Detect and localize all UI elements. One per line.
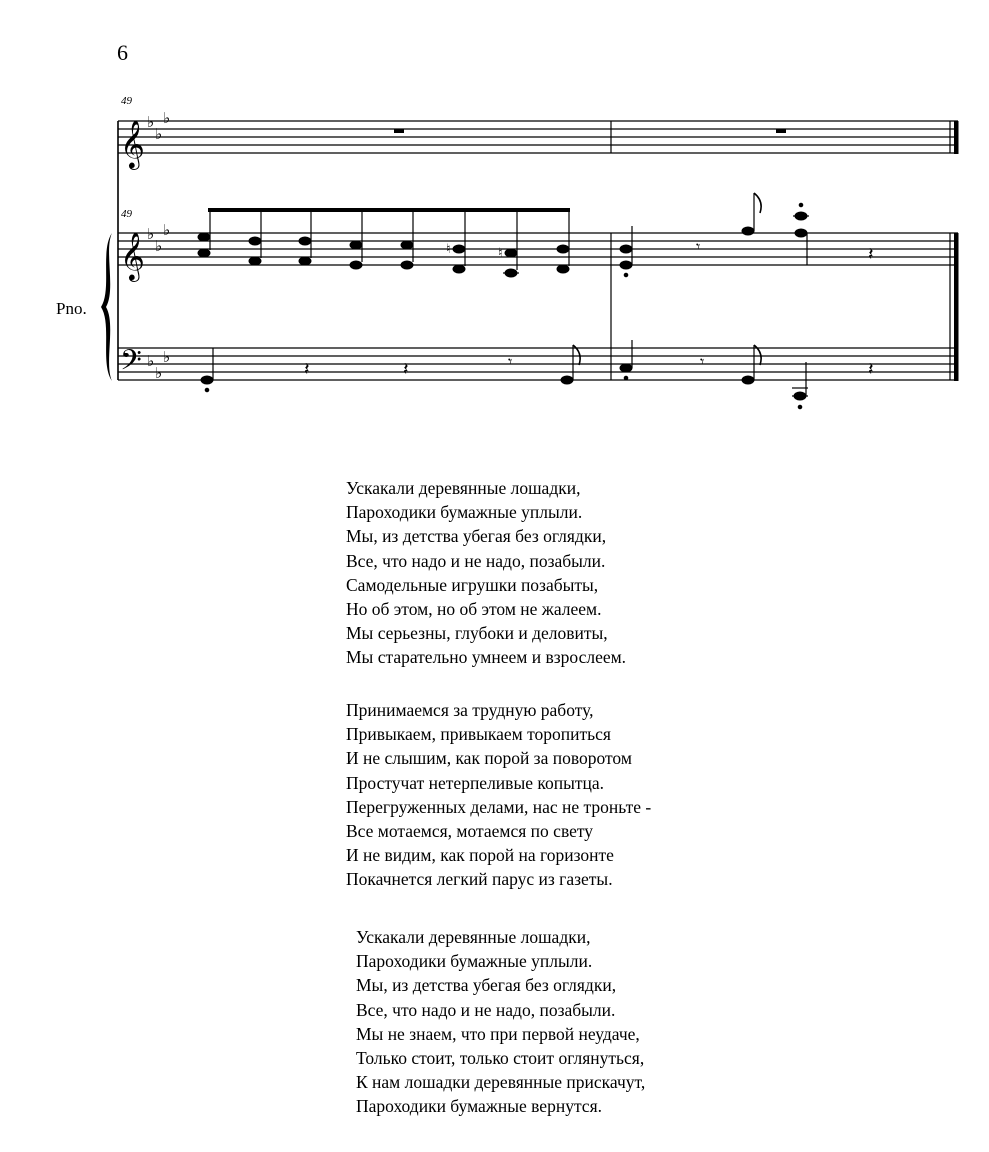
measure-number-piano: 49	[121, 208, 132, 220]
lyric-line: И не видим, как порой на горизонте	[346, 845, 614, 866]
lyric-line: Все, что надо и не надо, позабыли.	[356, 999, 616, 1020]
lyric-line: И не слышим, как порой за поворотом	[346, 748, 632, 769]
lyric-line: Мы, из детства убегая без оглядки,	[356, 975, 617, 996]
svg-text:♭: ♭	[163, 221, 171, 239]
treble-chords	[198, 208, 570, 277]
bass-measure-50	[620, 340, 808, 409]
quarter-rest-icon: 𝄽	[304, 359, 310, 380]
svg-text:♭: ♭	[147, 113, 155, 131]
lyric-line: Все мотаемся, мотаемся по свету	[346, 821, 594, 842]
piano-treble-staff	[118, 233, 958, 265]
eighth-rest-icon: 𝄾	[696, 237, 701, 256]
svg-text:♭: ♭	[155, 125, 163, 143]
svg-text:♭: ♭	[147, 225, 155, 243]
lyric-line: Ускакали деревянные лошадки,	[346, 478, 581, 498]
lyric-line: Ускакали деревянные лошадки,	[356, 927, 591, 947]
lyric-line: Принимаемся за трудную работу,	[346, 700, 594, 720]
lyric-line: Простучат нетерпеливые копытца.	[346, 772, 604, 793]
treble-clef-icon: 𝄞	[120, 122, 145, 168]
eighth-rest-icon: 𝄾	[700, 352, 705, 371]
bass-clef-icon: 𝄢	[120, 346, 142, 383]
natural-icon: ♮	[498, 246, 503, 261]
lyrics-stanza-3	[356, 925, 645, 1119]
key-signature	[147, 109, 170, 382]
lyrics-stanza-2	[346, 698, 651, 892]
bass-measure-49	[201, 345, 580, 392]
lyric-line: Пароходики бумажные вернутся.	[356, 1096, 602, 1117]
lyric-line: Мы старательно умнеем и взрослеем.	[346, 647, 627, 668]
quarter-rest-icon: 𝄽	[868, 244, 874, 265]
svg-text:♭: ♭	[147, 352, 155, 370]
svg-text:♭: ♭	[163, 348, 171, 366]
piano-brace	[101, 233, 112, 381]
lyric-line: Самодельные игрушки позабыты,	[346, 574, 599, 595]
lyric-line: Мы, из детства убегая без оглядки,	[346, 526, 607, 547]
lyric-line: К нам лошадки деревянные прискачут,	[356, 1072, 646, 1093]
lyric-line: Пароходики бумажные уплыли.	[356, 951, 593, 972]
treble-measure-50	[620, 193, 809, 277]
lyric-line: Мы не знаем, что при первой неудаче,	[356, 1023, 640, 1044]
music-score	[0, 0, 989, 460]
natural-icon: ♮	[446, 242, 451, 257]
page-number: 6	[117, 40, 128, 65]
eighth-rest-icon: 𝄾	[508, 352, 513, 371]
svg-text:♭: ♭	[155, 364, 163, 382]
quarter-rest-icon: 𝄽	[403, 359, 409, 380]
lyric-line: Покачнется легкий парус из газеты.	[346, 869, 613, 890]
whole-rest-icon	[394, 129, 404, 133]
instrument-label: Pno.	[56, 299, 87, 318]
treble-clef-icon: 𝄞	[120, 234, 145, 280]
lyric-line: Мы серьезны, глубоки и деловиты,	[346, 623, 608, 644]
lyrics-stanza-1	[346, 476, 626, 670]
lyric-line: Привыкаем, привыкаем торопиться	[346, 724, 611, 745]
lyric-line: Все, что надо и не надо, позабыли.	[346, 550, 606, 571]
svg-text:♭: ♭	[155, 237, 163, 255]
lyric-line: Только стоит, только стоит оглянуться,	[356, 1048, 645, 1069]
svg-text:♭: ♭	[163, 109, 171, 127]
measure-number-voice: 49	[121, 95, 132, 107]
lyric-line: Но об этом, но об этом не жалеем.	[346, 599, 602, 620]
lyric-line: Перегруженных делами, нас не троньте -	[346, 796, 652, 817]
whole-rest-icon	[776, 129, 786, 133]
lyric-line: Пароходики бумажные уплыли.	[346, 502, 583, 523]
piano-bass-staff	[118, 348, 958, 380]
voice-staff	[118, 121, 958, 153]
quarter-rest-icon: 𝄽	[868, 359, 874, 380]
